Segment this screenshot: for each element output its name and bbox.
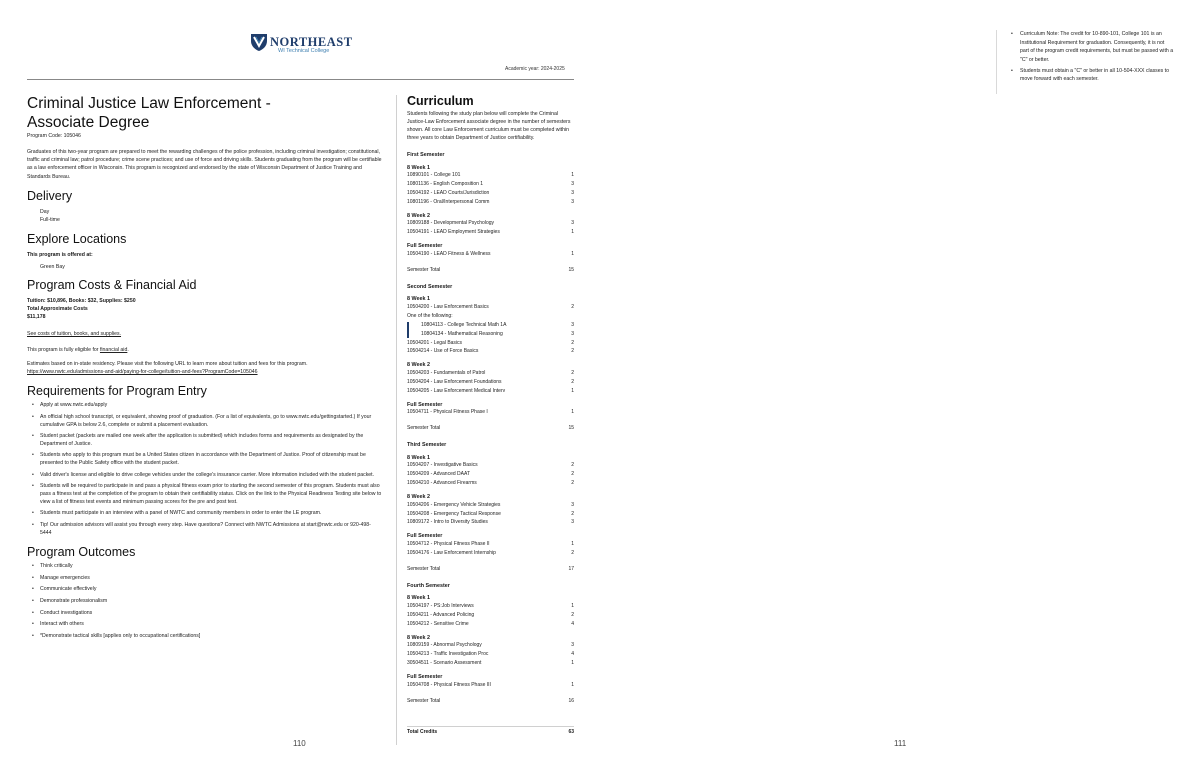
delivery-list (40, 208, 382, 224)
course-name: 10804134 - Mathematical Reasoning (421, 330, 503, 337)
week-label: Full Semester (407, 533, 443, 540)
estimate-text: Estimates based on in-state residency. Please visit the following URL to learn more about tuition and fees for this program. (27, 360, 308, 367)
locations-heading: Explore Locations (27, 232, 127, 247)
title-line-2: Associate Degree (27, 113, 150, 131)
list-item: • Conduct investigations (27, 610, 382, 618)
week-label: Full Semester (407, 401, 443, 408)
semester-total-label: Semester Total (407, 266, 441, 273)
course-credits: 1 (571, 387, 574, 394)
logo-name: NORTHEAST (270, 35, 353, 49)
week-block (407, 296, 574, 356)
course-row (407, 198, 574, 207)
curriculum-heading: Curriculum (407, 94, 474, 108)
list-item: • Manage emergencies (27, 575, 382, 583)
course-credits: 3 (571, 198, 574, 205)
course-name: 10504207 - Investigative Basics (407, 462, 478, 469)
program-info-column (27, 95, 382, 644)
week-block (407, 494, 574, 527)
total-credits-label: Total Credits (407, 729, 438, 735)
program-code: Program Code: 105046 (27, 133, 81, 139)
week-block (407, 674, 574, 690)
week-label: 8 Week 2 (407, 634, 430, 641)
semester-total-label: Semester Total (407, 565, 441, 572)
course-row (407, 681, 574, 690)
course-credits: 3 (571, 220, 574, 227)
course-row (407, 347, 574, 356)
title-line-1: Criminal Justice Law Enforcement - (27, 95, 271, 112)
costs-link[interactable]: See costs of tuition, books, and supplies. (27, 330, 122, 337)
course-credits: 2 (571, 378, 574, 385)
total-credits-value: 63 (568, 729, 574, 735)
financial-aid-link[interactable]: financial aid (99, 346, 128, 353)
list-item: • Communicate effectively (27, 586, 382, 594)
course-credits: 2 (571, 611, 574, 618)
course-row (407, 602, 574, 611)
course-credits: 1 (571, 172, 574, 179)
academic-year: Academic year: 2024-2025 (505, 66, 565, 72)
list-item: • Apply at www.nwtc.edu/apply (27, 402, 382, 410)
course-name: 10504212 - Sensitive Crime (407, 620, 469, 627)
course-name: 10504211 - Advanced Policing (407, 611, 475, 618)
course-row (407, 540, 574, 549)
list-item: • Students will be required to participate in and pass a physical fitness exam prior to starting the second semester of this program. Students must also pass a fitness test at the completion of the program to obtain their certifiability status. Click on the link to the Physical Readiness Testing site below to view a list of fitness test events and minimum passing scores for the pre and post test. (27, 483, 382, 506)
course-row (407, 549, 574, 558)
list-item: • Valid driver's license and eligible to drive college vehicles under the college's insurance carrier. More information included with the student packet. (27, 472, 382, 480)
week-label: 8 Week 1 (407, 595, 430, 602)
course-credits: 1 (571, 540, 574, 547)
semester-total (407, 566, 574, 573)
course-credits: 4 (571, 620, 574, 627)
program-description: Graduates of this two-year program are prepared to meet the rewarding challenges of the police profession, including criminal investigation; constitutional, traffic and criminal law; patrol procedure; crime scene practices; and use of force and driving skills. Students graduating from the program will be certifiable as a law enforcement officer in Wisconsin. This program is recognized and endorsed by the state of Wisconsin Department of Justice Training and Standards Bureau. (27, 149, 382, 180)
week-block (407, 533, 574, 557)
curriculum-notes (996, 30, 1174, 94)
aid-suffix: . (127, 346, 129, 353)
total-credits (407, 726, 574, 735)
course-row (407, 518, 574, 527)
course-row (407, 461, 574, 470)
course-row (407, 171, 574, 180)
course-name: 10801136 - English Composition 1 (407, 181, 484, 188)
semester-1 (407, 152, 574, 274)
course-row (407, 479, 574, 488)
week-block (407, 402, 574, 418)
course-row (407, 659, 574, 668)
course-row (421, 321, 574, 330)
course-credits: 3 (571, 519, 574, 526)
aid-prefix: This program is fully eligible for (27, 346, 100, 353)
course-name: 10504197 - PS:Job Interviews (407, 602, 474, 609)
course-name: 10809172 - Intro to Diversity Studies (407, 519, 488, 526)
requirements-list (27, 402, 382, 537)
list-item: • Student packet (packets are mailed one week after the application is submitted) which includes forms and requirements as designated by the Department of Justice. (27, 433, 382, 448)
semester-total-value: 16 (568, 697, 574, 704)
list-item: • Students who apply to this program must be a United States citizen in accordance with the Department of Justice. Proof of citizenship must be presented to the Public Safety office with the student packet. (27, 452, 382, 467)
semester-title: Third Semester (407, 442, 447, 449)
course-name: 10801196 - Oral/Interpersonal Comm (407, 198, 490, 205)
course-credits: 1 (571, 229, 574, 236)
course-name: 10804113 - College Technical Math 1A (421, 321, 507, 328)
course-credits: 2 (571, 510, 574, 517)
costs-summary (27, 298, 382, 321)
course-credits: 3 (571, 330, 574, 337)
course-name: 10504712 - Physical Fitness Phase II (407, 540, 490, 547)
course-name: 10504208 - Emergency Tactical Response (407, 510, 501, 517)
week-label: 8 Week 1 (407, 454, 430, 461)
week-block (407, 362, 574, 395)
course-credits: 1 (571, 409, 574, 416)
right-page (600, 0, 1200, 776)
list-item: • Tip! Our admission advisors will assist you through every step. Have questions? Connect with NWTC Admissions at start@nwtc.edu or 920-498-5444 (27, 522, 382, 537)
aid-eligibility (27, 346, 382, 354)
course-row (407, 408, 574, 417)
semester-title: Second Semester (407, 283, 453, 290)
costs-heading: Program Costs & Financial Aid (27, 278, 197, 293)
course-row (407, 470, 574, 479)
course-credits: 3 (571, 181, 574, 188)
course-name: 30504511 - Scenario Assessment (407, 660, 482, 667)
shield-emblem-icon (250, 32, 268, 52)
semester-total (407, 425, 574, 432)
curriculum-column (407, 95, 574, 705)
semester-total-value: 15 (568, 425, 574, 432)
course-name: 10504190 - LEAD Fitness & Wellness (407, 250, 491, 257)
course-row (407, 189, 574, 198)
course-credits: 3 (571, 642, 574, 649)
header-divider (27, 79, 574, 80)
semester-total (407, 698, 574, 705)
course-credits: 2 (571, 303, 574, 310)
course-name: 10504200 - Law Enforcement Basics (407, 303, 489, 310)
course-row (407, 620, 574, 629)
course-credits: 2 (571, 549, 574, 556)
course-credits: 3 (571, 501, 574, 508)
course-row (407, 228, 574, 237)
costs-breakdown: Tuition: $10,896, Books: $32, Supplies: $250 (27, 298, 136, 305)
choice-indicator-bar (407, 322, 409, 338)
semester-total-value: 15 (568, 266, 574, 273)
week-label: 8 Week 2 (407, 494, 430, 501)
course-name: 10504201 - Legal Basics (407, 339, 463, 346)
course-credits: 3 (571, 190, 574, 196)
semester-4 (407, 583, 574, 705)
elective-choice-group (407, 321, 574, 339)
course-credits: 2 (571, 471, 574, 478)
course-name: 10504708 - Physical Fitness Phase III (407, 681, 491, 688)
location-item: Green Bay (40, 264, 65, 271)
page-number-right: 111 (894, 739, 907, 748)
course-name: 10504205 - Law Enforcement Medical Interv (407, 387, 506, 394)
course-name: 10890101 - College 101 (407, 172, 461, 179)
semester-title: First Semester (407, 152, 445, 158)
course-name: 10504209 - Advanced DAAT (407, 471, 471, 478)
notes-list (1005, 30, 1174, 84)
week-label: 8 Week 2 (407, 212, 430, 219)
offered-label: This program is offered at: (27, 252, 93, 259)
course-credits: 2 (571, 369, 574, 376)
course-row (407, 387, 574, 396)
course-credits: 1 (571, 602, 574, 609)
week-label: 8 Week 1 (407, 164, 430, 171)
course-credits: 1 (571, 681, 574, 688)
choice-label: One of the following: (407, 312, 453, 319)
week-block (407, 243, 574, 259)
week-block (407, 635, 574, 668)
page-number-left: 110 (293, 739, 306, 748)
week-block (407, 213, 574, 237)
course-credits: 2 (571, 462, 574, 469)
semester-title: Fourth Semester (407, 582, 450, 589)
semester-total-value: 17 (568, 565, 574, 572)
list-item: • *Demonstrate tactical skills [applies only to occupational certifications] (27, 633, 382, 641)
course-row (407, 650, 574, 659)
course-row (407, 339, 574, 348)
course-row (407, 180, 574, 189)
estimate-note (27, 360, 382, 376)
list-item: • Think critically (27, 563, 382, 571)
outcomes-list (27, 563, 382, 640)
course-name: 10504204 - Law Enforcement Foundations (407, 378, 502, 385)
course-credits: 2 (571, 339, 574, 346)
course-name: 10504191 - LEAD Employment Strategies (407, 229, 500, 236)
course-row (407, 501, 574, 510)
semester-total-label: Semester Total (407, 697, 441, 704)
week-label: 8 Week 1 (407, 296, 430, 303)
course-credits: 1 (571, 660, 574, 667)
course-name: 10504711 - Physical Fitness Phase I (407, 409, 488, 416)
week-block (407, 595, 574, 628)
curriculum-intro: Students following the study plan below will complete the Criminal Justice-Law Enforcement associate degree in the number of semesters shown. All core Law Enforcement curriculum must be completed within three years to obtain Department of Justice certifiability. (407, 111, 571, 141)
course-row (407, 641, 574, 650)
list-item: • Students must obtain a "C" or better in all 10-504-XXX classes to move forward with each semester. (1005, 67, 1174, 84)
course-row (407, 219, 574, 228)
course-credits: 2 (571, 480, 574, 487)
week-label: Full Semester (407, 243, 443, 250)
course-credits: 1 (571, 250, 574, 257)
list-item: • Students must participate in an interview with a panel of NWTC and community members in order to enter the LE program. (27, 510, 382, 518)
semester-total-label: Semester Total (407, 425, 441, 432)
list-item: • Demonstrate professionalism (27, 598, 382, 606)
requirements-heading: Requirements for Program Entry (27, 384, 207, 399)
logo-subtitle: WI Technical College (278, 48, 330, 54)
course-name: 10504203 - Fundamentals of Patrol (407, 369, 486, 376)
week-block (407, 455, 574, 488)
course-name: 10504176 - Law Enforcement Internship (407, 549, 496, 556)
course-row (407, 611, 574, 620)
course-name: 10504213 - Traffic Investigation Proc (407, 651, 489, 658)
course-row (407, 369, 574, 378)
course-name: 10504206 - Emergency Vehicle Strategies (407, 501, 501, 508)
course-name: 10504214 - Use of Force Basics (407, 348, 479, 355)
course-row (407, 303, 574, 312)
semester-total (407, 267, 574, 274)
semester-2 (407, 284, 574, 432)
course-row (421, 330, 574, 339)
course-name: 10809188 - Developmental Psychology (407, 220, 494, 227)
delivery-item: Full-time (40, 217, 60, 224)
week-block (407, 165, 574, 207)
list-item: • Curriculum Note: The credit for 10-890-101, College 101 is an Institutional Requirement for graduation. Consequently, it is not part of the program credit requirements, but must be passed with a "C" or better. (1005, 30, 1174, 64)
course-name: 10809159 - Abnormal Psychology (407, 642, 482, 649)
costs-total-label: Total Approximate Costs (27, 306, 88, 313)
course-credits: 2 (571, 348, 574, 355)
course-row (407, 378, 574, 387)
list-item: • Interact with others (27, 621, 382, 629)
delivery-heading: Delivery (27, 188, 73, 203)
semester-3 (407, 442, 574, 573)
week-label: Full Semester (407, 674, 443, 680)
outcomes-heading: Program Outcomes (27, 545, 136, 560)
course-name: 10504210 - Advanced Firearms (407, 480, 477, 487)
week-label: 8 Week 2 (407, 362, 430, 369)
page-title (27, 95, 382, 132)
course-row (407, 510, 574, 519)
course-credits: 3 (571, 321, 574, 328)
course-credits: 4 (571, 651, 574, 658)
column-divider (396, 95, 397, 745)
course-row (407, 250, 574, 259)
college-logo (250, 32, 352, 56)
course-name: 10504192 - LEAD Courts/Jurisdiction (407, 190, 490, 196)
delivery-item: Day (40, 208, 50, 215)
costs-total-value: $11,178 (27, 313, 46, 320)
tuition-url-link[interactable]: https://www.nwtc.edu/admissions-and-aid/paying-for-college/tuition-and-fees?ProgramCode=105046 (27, 369, 258, 376)
list-item: • An official high school transcript, or equivalent, showing proof of graduation. (For a list of equivalents, go to www.nwtc.edu/gettingstarted.) If your cumulative GPA is below 2.6, complete or submit a placement evaluation. (27, 414, 382, 429)
